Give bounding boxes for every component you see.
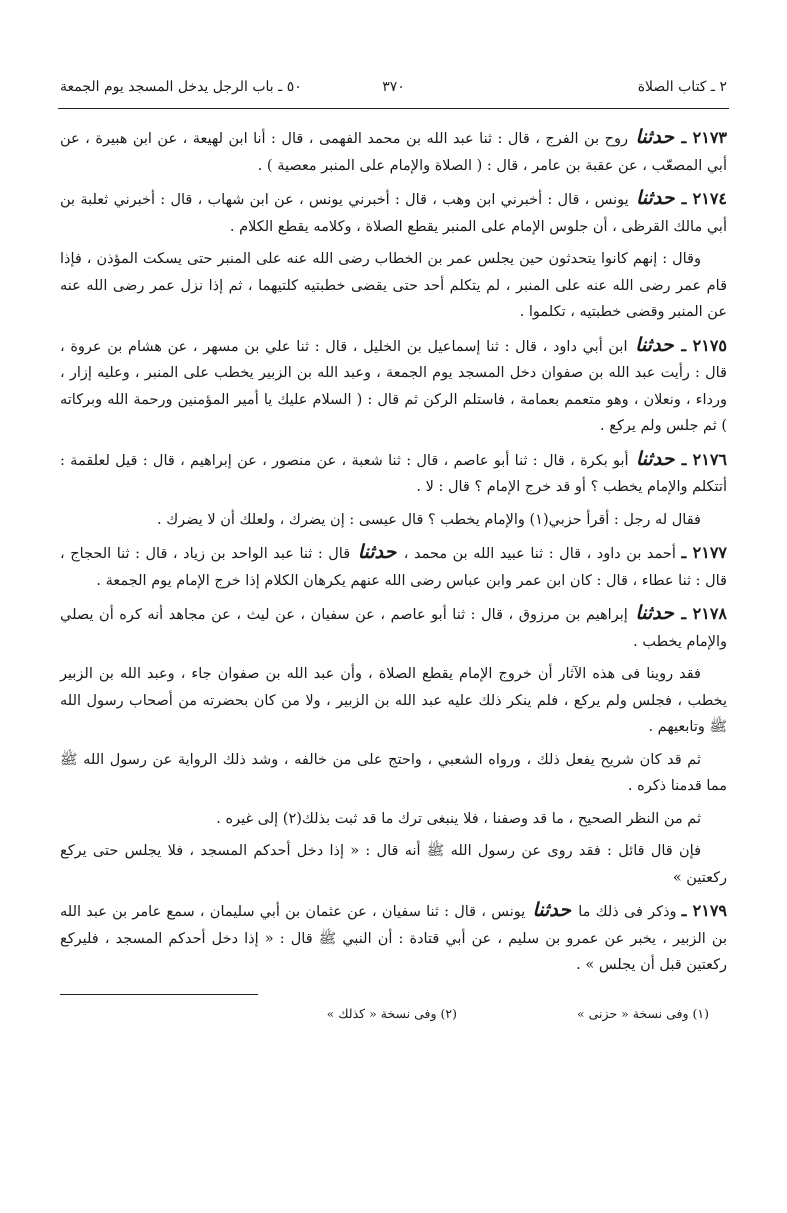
commentary-text: ثم قد كان شريح يفعل ذلك ، ورواه الشعبي ، واحتج على من خالفه ، وشد ذلك الرواية عن رسول الله ﷺ مما قدمنا ذكره . bbox=[60, 751, 727, 794]
hadith-text: يونس ، قال : ثنا سفيان ، عن عثمان بن أبي سليمان ، سمع عامر بن عبد الله بن الزبير ، يخبر عن عمرو بن سليم ، عن أبي قتادة : أن النبي ﷺ قال : « إذا دخل أحدكم المسجد ، فليركع ركعتين قبل أن يجلس » . bbox=[60, 904, 727, 973]
haddathana-mark: حدثنا bbox=[635, 447, 675, 470]
hadith-text: يونس ، قال : أخبرني ابن وهب ، قال : أخبرني يونس ، عن ابن شهاب ، قال : أخبرني ثعلبة بن أبي مالك القرظى ، أن جلوس الإمام على المنبر يقطع الصلاة ، وكلامه يقطع الكلام . bbox=[60, 192, 727, 235]
header-rule bbox=[58, 108, 729, 109]
commentary-text: وقال : إنهم كانوا يتحدثون حين يجلس عمر بن الخطاب رضى الله عنه على المنبر حتى يسكت المؤذن ، فإذا قام عمر رضى الله عنه على المنبر ، لم يتكلم أحد حتى يقضى خطبتيه كلتيهما ، ثم إذا نزل عمر رضى الله عنه عن المنبر وقضى خطبتيه ، تكلموا . bbox=[60, 251, 727, 320]
commentary-paragraph bbox=[60, 747, 727, 800]
hadith-text: روح بن الفرج ، قال : ثنا عبد الله بن محمد الفهمى ، قال : أنا ابن لهيعة ، عن ابن هبيرة ، عن أبي المصعّب ، عن عقبة بن عامر ، قال : ( الصلاة والإمام على المنبر معصية ) . bbox=[60, 131, 727, 174]
hadith-entry bbox=[60, 124, 727, 179]
hadith-text: ابن أبي داود ، قال : ثنا إسماعيل بن الخليل ، قال : ثنا علي بن مسهر ، عن هشام بن عروة ، قال : رأيت عبد الله بن صفوان دخل المسجد يوم الجمعة ، وعبد الله بن الزبير يخطب على المنبر ، وعليه إزار ، ورداء ، ونعلان ، وهو متعمم بعمامة ، فاستلم الركن ثم قال : ( السلام عليك يا أمير المؤمنين ورحمة الله وبركاته ) ثم جلس ولم يركع . bbox=[60, 338, 727, 434]
commentary-paragraph bbox=[60, 246, 727, 326]
commentary-text: فإن قال قائل : فقد روى عن رسول الله ﷺ أنه قال : « إذا دخل أحدكم المسجد ، فلا يجلس حتى يركع ركعتين » bbox=[60, 843, 727, 886]
haddathana-mark: حدثنا bbox=[635, 126, 674, 148]
commentary-paragraph bbox=[60, 661, 727, 741]
hadith-entry bbox=[60, 185, 727, 240]
hadith-text-lead: وذكر فى ذلك ما bbox=[578, 904, 677, 920]
commentary-paragraph bbox=[60, 507, 727, 534]
header-chapter-title: ٥٠ ـ باب الرجل يدخل المسجد يوم الجمعة bbox=[60, 79, 302, 95]
commentary-text: فقد روينا فى هذه الآثار أن خروج الإمام يقطع الصلاة ، وأن عبد الله بن صفوان جاء ، وعبد الله بن الزبير يخطب ، فجلس ولم يركع ، فلم ينكر ذلك عليه عبد الله بن الزبير ، ولا من كان بحضرته من أصحاب رسول الله ﷺ وتابعيهم . bbox=[60, 666, 727, 735]
hadith-number: ٢١٧٧ ـ bbox=[681, 543, 728, 562]
commentary-paragraph bbox=[60, 838, 727, 891]
commentary-text: فقال له رجل : أقرأ حزبي(١) والإمام يخطب ؟ قال عيسى : إن يضرك ، ولعلك أن لا يضرك . bbox=[157, 511, 701, 528]
footnote-2: (٢) وفى نسخة « كذلك » bbox=[326, 1006, 457, 1021]
hadith-text-lead: أحمد بن داود ، قال : ثنا عبيد الله بن محمد ، bbox=[403, 546, 676, 562]
hadith-text: إبراهيم بن مرزوق ، قال : ثنا أبو عاصم ، عن سفيان ، عن ليث ، عن مجاهد أنه كره أن يصلي والإمام يخطب . bbox=[60, 607, 727, 650]
hadith-entry bbox=[60, 446, 727, 501]
haddathana-mark: حدثنا bbox=[635, 187, 675, 209]
footnote-rule bbox=[60, 994, 258, 995]
footnote-1: (١) وفى نسخة « حزنى » bbox=[576, 1006, 709, 1021]
hadith-number: ٢١٧٦ ـ bbox=[681, 449, 728, 469]
hadith-number: ٢١٧٤ ـ bbox=[681, 189, 728, 208]
hadith-entry bbox=[60, 600, 727, 655]
header-book-title: ٢ ـ كتاب الصلاة bbox=[637, 79, 727, 95]
haddathana-mark: حدثنا bbox=[635, 602, 674, 624]
hadith-number: ٢١٧٨ ـ bbox=[681, 604, 728, 623]
hadith-number: ٢١٧٩ ـ bbox=[681, 901, 728, 920]
hadith-text: قال : ثنا عبد الواحد بن زياد ، قال : ثنا الحجاج ، قال : ثنا عطاء ، قال : كان ابن عمر وابن عباس رضى الله عنهم يكرهان الكلام إذا خرج الإمام يوم الجمعة . bbox=[60, 546, 727, 589]
page-number: ٣٧٠ bbox=[382, 79, 405, 95]
hadith-entry bbox=[60, 897, 727, 979]
haddathana-mark: حدثنا bbox=[635, 333, 674, 356]
hadith-entry bbox=[60, 332, 727, 440]
running-header bbox=[60, 70, 727, 104]
hadith-number: ٢١٧٣ ـ bbox=[681, 128, 728, 147]
haddathana-mark: حدثنا bbox=[357, 541, 397, 563]
footnotes bbox=[60, 1006, 727, 1021]
hadith-number: ٢١٧٥ ـ bbox=[681, 335, 728, 355]
hadith-entry bbox=[60, 539, 727, 594]
commentary-text: ثم من النظر الصحيح ، ما قد وصفنا ، فلا ينبغى ترك ما قد ثبت بذلك(٢) إلى غيره . bbox=[216, 810, 701, 827]
page-body bbox=[60, 124, 727, 985]
hadith-text: أبو بكرة ، قال : ثنا أبو عاصم ، قال : ثنا شعبة ، عن منصور ، عن إبراهيم ، قال : قيل لعلقمة : أتتكلم والإمام يخطب ؟ أو قد خرج الإمام ؟ قال : لا . bbox=[60, 452, 727, 495]
commentary-paragraph bbox=[60, 806, 727, 833]
haddathana-mark: حدثنا bbox=[532, 899, 572, 921]
